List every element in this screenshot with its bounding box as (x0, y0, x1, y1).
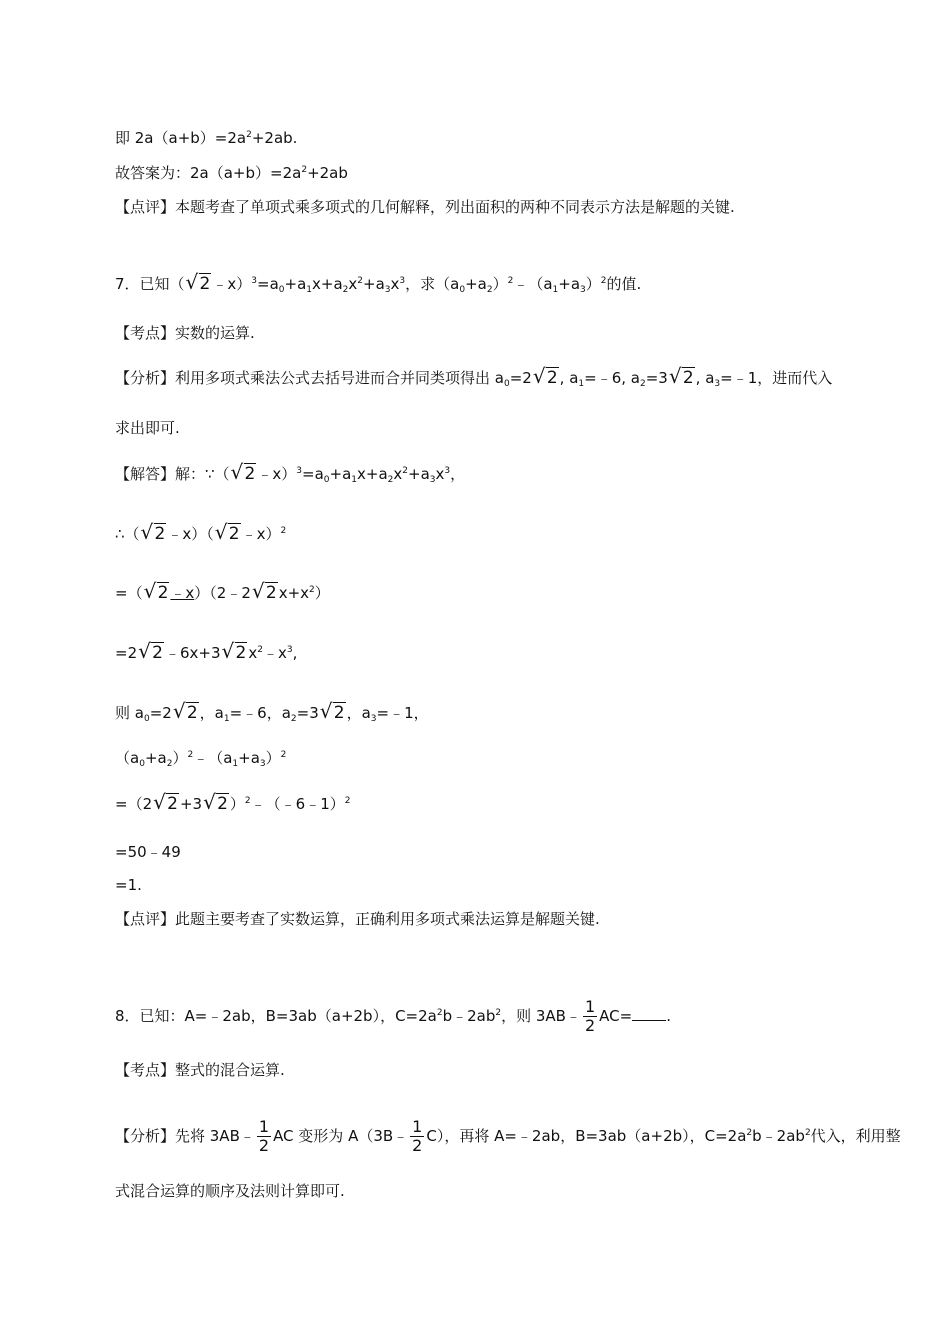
kaodian-line: 【考点】实数的运算. (115, 324, 255, 342)
step-line: 则 $a_0=2$ √ 2 ，$a_1=﹣6$，$a_2=3$ √ 2 ，$a_3=﹣1$， (115, 699, 429, 724)
step-line: =（ √ 2 ﹣x）（2﹣2 √ 2 $x+x^2$） (115, 579, 330, 603)
step-line: =1. (115, 876, 142, 894)
sqrt-symbol: √ 2 (185, 270, 211, 294)
step-line: =2 √ 2 ﹣6x+3 √ 2 $x^2﹣x^3$, (115, 639, 298, 663)
problem-8-question: 8．已知：A=﹣2ab，B=3ab（a+2b），$C=2a^2b﹣2ab^2$，则 3AB﹣ $\frac{1}{2}$ AC= . (115, 997, 671, 1035)
kaodian-line: 【考点】整式的混合运算. (115, 1061, 285, 1079)
fenxi-line: 【分析】先将 3AB﹣ $\frac{1}{2}$ AC 变形为 A（3B﹣ $\frac{1}{2}$ C），再将 A=﹣2ab，B=3ab（a+2b），$C=2a^2b﹣2ab^2$代入，利用整 (115, 1117, 901, 1155)
problem-7-question: 7．已知（ √ 2 $﹣x)^3=a_0+a_1x+a_2x^2+a_3x^3$，求$(a_0+a_2)^2﹣(a_1+a_3)^2$的值. (115, 270, 642, 295)
answer-line: 故答案为：$2a(a+b)=2a^2+2ab$ (115, 164, 348, 182)
step-line: ∴（ √ 2 ﹣x）（ √ 2 ﹣x）$^2$ (115, 520, 287, 544)
step-line: =50﹣49 (115, 843, 181, 861)
fenxi-line: 【分析】利用多项式乘法公式去括号进而合并同类项得出 $a_0=2$ √ 2 , $a_1=﹣6$, $a_2=3$ √ 2 , $a_3=﹣1$，进而代入 (115, 364, 833, 389)
answer-blank (632, 1006, 666, 1021)
solution-line: 即 $2a(a+b)=2a^2+2ab$. (115, 129, 298, 147)
fenxi-line-2: 求出即可. (115, 419, 180, 437)
fenxi-line-2: 式混合运算的顺序及法则计算即可. (115, 1182, 345, 1200)
step-line: $(a_0+a_2)^2﹣(a_1+a_3)^2$ (115, 749, 287, 769)
fraction: $\frac{1}{2}$ (584, 997, 596, 1035)
jieda-line: 【解答】解：∵（ √ 2 $﹣x)^3=a_0+a_1x+a_2x^2+a_3x^3$， (115, 460, 466, 485)
step-line: =（2 √ 2 +3 √ 2 ）$^2$﹣（﹣6﹣1）$^2$ (115, 790, 351, 814)
comment-line: 【点评】此题主要考查了实数运算，正确利用多项式乘法运算是解题关键. (115, 910, 600, 928)
comment-line: 【点评】本题考查了单项式乘多项式的几何解释，列出面积的两种不同表示方法是解题的关键. (115, 198, 735, 216)
